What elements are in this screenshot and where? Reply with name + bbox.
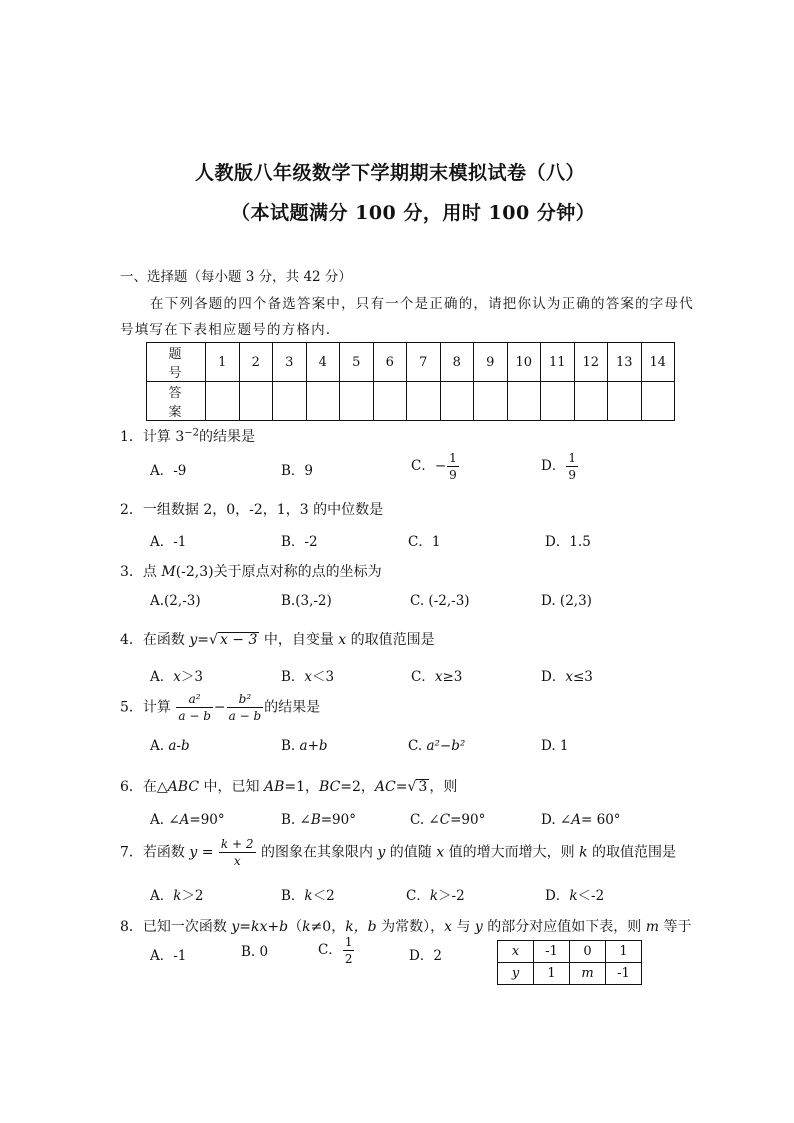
q6-option-b <box>281 812 356 828</box>
q6-v1: =1， <box>284 779 320 795</box>
option-var: k <box>429 888 439 904</box>
option-letter: B． <box>281 888 305 904</box>
value-table-cell: -1 <box>534 941 570 963</box>
option-letter: D． <box>541 669 566 685</box>
answer-cell[interactable] <box>239 382 273 421</box>
question-number-cell: 11 <box>541 343 575 382</box>
option-var: k <box>304 888 313 904</box>
q8-c-fraction <box>343 936 355 965</box>
q6-radicand: 3 <box>418 779 428 795</box>
q5-fraction-2 <box>227 693 264 722</box>
q8-formula: y=kx+b <box>231 919 289 935</box>
answer-table-answer-row <box>147 382 675 421</box>
q7-mid2: 的值随 <box>385 844 437 861</box>
q1-option-b: B．9 <box>281 463 314 479</box>
question-number-cell: 8 <box>440 343 474 382</box>
question-number-cell: 1 <box>206 343 240 382</box>
q5-suffix: 的结果是 <box>264 699 321 716</box>
question-number-cell: 3 <box>273 343 307 382</box>
q1-exponent: −2 <box>184 427 200 439</box>
q8-mid2: 为常数）， <box>376 919 445 935</box>
q6-mid: 中，已知 <box>199 779 264 795</box>
q7-prefix: 7．若函数 <box>120 844 190 861</box>
option-letter: D． <box>545 888 570 904</box>
q2-option-b: B．-2 <box>281 534 318 550</box>
fraction-numerator: 1 <box>344 935 353 949</box>
q5-option-b <box>281 738 328 754</box>
section-heading: 一、选择题（每小题 3 分，共 42 分） <box>120 269 352 285</box>
q6-bc: BC <box>319 779 341 795</box>
q7-var-k: k <box>579 844 588 861</box>
option-letter: A. ∠ <box>150 812 180 828</box>
q8-suffix: 等于 <box>659 919 692 935</box>
q1-option-c <box>411 452 460 481</box>
fraction-denominator: x <box>233 854 241 868</box>
q8-option-b: B. 0 <box>241 944 269 960</box>
q6-v3: = <box>395 779 408 795</box>
q4-equals: = <box>197 632 210 648</box>
q3-coord: (-2,3) <box>175 564 214 580</box>
q1-option-d <box>541 452 579 481</box>
option-letter: D. ∠ <box>541 812 572 828</box>
q6-prefix: 6．在△ <box>120 779 168 795</box>
q7-var-y2: y <box>377 844 386 861</box>
question-4: 4．在函数 y=√ x − 3 中，自变量 x 的取值范围是 <box>120 632 435 648</box>
q7-option-d <box>545 884 604 904</box>
question-number-cell: 10 <box>507 343 541 382</box>
option-var: x <box>304 669 313 685</box>
question-1 <box>120 426 255 446</box>
q1-d-prefix: D． <box>541 458 566 474</box>
q4-option-a <box>150 665 203 685</box>
q4-option-b <box>281 665 334 685</box>
value-table-cell: 1 <box>534 963 570 985</box>
question-3 <box>120 561 382 581</box>
fraction-denominator: 2 <box>344 952 353 966</box>
option-letter: C. ∠ <box>410 812 440 828</box>
question-7 <box>120 838 676 867</box>
value-table-cell: m <box>570 963 606 985</box>
q6-triangle: ABC <box>167 779 200 795</box>
q8-option-d: D．2 <box>409 948 442 964</box>
fraction-numerator: 1 <box>568 451 576 465</box>
answer-cell[interactable] <box>474 382 508 421</box>
option-expr: a²−b² <box>426 738 466 754</box>
option-letter: A. <box>150 738 169 754</box>
option-var: k <box>173 888 182 904</box>
question-number-cell: 4 <box>306 343 340 382</box>
q6-ab: AB <box>263 779 285 795</box>
q3-prefix: 3．点 <box>120 564 162 580</box>
question-8 <box>120 916 691 936</box>
option-expr: a-b <box>168 738 190 754</box>
q1-base: 3 <box>175 429 185 445</box>
q7-mid3: 值的增大而增大，则 <box>444 844 580 861</box>
page-title: 人教版八年级数学下学期期末模拟试卷（八） <box>195 162 586 184</box>
question-6: 6．在△ABC 中，已知 AB=1，BC=2，AC=√ 3 ，则 <box>120 779 458 795</box>
option-letter: A． <box>150 669 174 685</box>
q7-mid1: 的图象在其象限内 <box>256 844 378 861</box>
value-table-header-y: y <box>498 963 534 985</box>
q7-option-a <box>150 884 204 904</box>
q3-option-d: D. (2,3) <box>541 593 592 609</box>
q8-var-k: k <box>302 919 311 935</box>
q6-option-c <box>410 812 485 828</box>
q6-v2: =2， <box>340 779 375 795</box>
value-table-cell: 1 <box>606 941 642 963</box>
q3-suffix: 关于原点对称的点的坐标为 <box>213 564 382 580</box>
value-table-cell: 0 <box>570 941 606 963</box>
q8-mid1: ≠0， <box>310 919 346 935</box>
q8-prefix: 8．已知一次函数 <box>120 919 232 935</box>
answer-cell[interactable] <box>373 382 407 421</box>
q4-radicand: x − 3 <box>219 632 258 648</box>
option-rest: ＜3 <box>312 669 335 685</box>
q4-option-c <box>411 665 462 685</box>
question-number-cell: 13 <box>608 343 642 382</box>
question-number-cell: 6 <box>373 343 407 382</box>
q6-suffix: ，则 <box>429 779 458 795</box>
fraction-denominator: a − b <box>178 709 211 723</box>
question-5 <box>120 693 320 722</box>
question-number-cell: 5 <box>340 343 374 382</box>
answer-cell[interactable] <box>340 382 374 421</box>
value-table-cell: -1 <box>606 963 642 985</box>
q7-option-c <box>406 884 465 904</box>
q2-option-d: D．1.5 <box>545 534 591 550</box>
option-rest: ＜-2 <box>577 888 605 904</box>
instruction-line-1: 在下列各题的四个备选答案中，只有一个是正确的，请把你认为正确的答案的字母代 <box>150 296 694 312</box>
answer-cell[interactable] <box>306 382 340 421</box>
answer-cell[interactable] <box>440 382 474 421</box>
q5-option-c <box>408 738 465 754</box>
option-rest: ＞-2 <box>438 888 465 904</box>
q4-option-d <box>541 665 593 685</box>
q5-minus: − <box>213 699 226 716</box>
answer-cell[interactable] <box>574 382 608 421</box>
q4-mid: 中，自变量 <box>259 632 339 648</box>
option-rest: =90° <box>450 812 486 828</box>
q1-prefix: 1．计算 <box>120 429 176 445</box>
option-rest: =90° <box>320 812 356 828</box>
q8-var-y: y <box>474 919 483 935</box>
q1-c-prefix: C．− <box>411 458 447 474</box>
q2-option-a: A．-1 <box>150 534 187 550</box>
option-letter: C． <box>406 888 430 904</box>
question-number-cell: 14 <box>641 343 675 382</box>
q3-point-m: M <box>161 564 176 580</box>
q6-option-a <box>150 812 225 828</box>
value-table-row-y <box>498 963 642 985</box>
option-rest: ＞3 <box>180 669 203 685</box>
answer-cell[interactable] <box>273 382 307 421</box>
option-var: x <box>434 669 443 685</box>
q8-var-m: m <box>645 919 660 935</box>
option-rest: = 60° <box>581 812 621 828</box>
q3-option-a: A.(2,-3) <box>150 593 201 609</box>
option-rest: ≥3 <box>442 669 463 685</box>
q8-var-x: x <box>444 919 453 935</box>
q7-option-b <box>281 884 335 904</box>
q8-mid3: 与 <box>452 919 475 935</box>
option-rest: =90° <box>189 812 225 828</box>
q4-var-y: y <box>189 632 198 648</box>
option-letter: B． <box>281 669 305 685</box>
q3-option-c: C. (-2,-3) <box>410 593 470 609</box>
q6-option-d <box>541 812 621 828</box>
answer-table <box>146 342 675 421</box>
answer-cell[interactable] <box>608 382 642 421</box>
value-table <box>497 940 642 985</box>
q5-option-a <box>150 738 190 754</box>
fraction-denominator: a − b <box>228 709 262 723</box>
option-var: x <box>565 669 573 685</box>
row-label-answer: 答 案 <box>147 382 206 421</box>
answer-cell[interactable] <box>507 382 541 421</box>
option-letter: A． <box>150 888 174 904</box>
instruction-line-2: 号填写在下表相应题号的方格内. <box>120 322 332 338</box>
q4-prefix: 4．在函数 <box>120 632 190 648</box>
option-letter: B. ∠ <box>281 812 311 828</box>
q7-var-x: x <box>436 844 445 861</box>
fraction-numerator: a² <box>176 693 213 708</box>
fraction-numerator: 1 <box>449 451 457 465</box>
value-table-row-x <box>498 941 642 963</box>
q8-paren: （ <box>288 919 303 935</box>
option-var: A <box>179 812 190 828</box>
answer-cell[interactable] <box>206 382 240 421</box>
option-var: k <box>569 888 578 904</box>
fraction-numerator: k + 2 <box>220 837 254 851</box>
row-label-question-number: 题 号 <box>147 343 206 382</box>
q7-fraction <box>219 838 256 867</box>
q8-mid4: 的部分对应值如下表，则 <box>482 919 646 935</box>
answer-cell[interactable] <box>541 382 575 421</box>
q1-option-a: A．-9 <box>150 463 187 479</box>
q3-option-b: B.(3,-2) <box>281 593 332 609</box>
page-subtitle: （本试题满分 100 分，用时 100 分钟） <box>231 202 596 224</box>
value-table-header-x: x <box>498 941 534 963</box>
q7-equals: = <box>197 844 218 861</box>
q5-option-d: D. 1 <box>541 738 569 754</box>
option-rest: ＜2 <box>312 888 335 904</box>
q1-d-fraction <box>566 452 578 481</box>
q8-option-c <box>318 936 355 965</box>
q2-option-c: C．1 <box>408 534 441 550</box>
fraction-denominator: 9 <box>449 468 457 482</box>
q1-c-fraction <box>447 452 459 481</box>
q4-var-x: x <box>338 632 347 648</box>
option-var: B <box>310 812 321 828</box>
q8-vars-kb: k，b <box>345 919 377 935</box>
q7-var-y: y <box>189 844 198 861</box>
q4-suffix: 的取值范围是 <box>346 632 435 648</box>
option-letter: C． <box>411 669 435 685</box>
q6-ac: AC <box>374 779 396 795</box>
question-number-cell: 7 <box>407 343 441 382</box>
q1-suffix: 的结果是 <box>199 429 256 445</box>
q5-fraction-1 <box>176 693 213 722</box>
answer-table-number-row <box>147 343 675 382</box>
option-expr: a+b <box>299 738 328 754</box>
option-letter: C. <box>408 738 427 754</box>
fraction-denominator: 9 <box>568 468 576 482</box>
question-2: 2．一组数据 2，0，-2，1，3 的中位数是 <box>120 502 384 518</box>
option-letter: B. <box>281 738 300 754</box>
option-rest: ≤3 <box>572 669 593 685</box>
question-number-cell: 12 <box>574 343 608 382</box>
fraction-numerator: b² <box>227 693 264 708</box>
answer-cell[interactable] <box>407 382 441 421</box>
q8-c-prefix: C． <box>318 942 342 958</box>
option-var: x <box>173 669 181 685</box>
answer-cell[interactable] <box>641 382 675 421</box>
question-number-cell: 9 <box>474 343 508 382</box>
option-var: A <box>571 812 581 828</box>
question-number-cell: 2 <box>239 343 273 382</box>
q7-suffix: 的取值范围是 <box>587 844 676 861</box>
option-var: C <box>439 812 451 828</box>
q8-option-a: A．-1 <box>150 948 187 964</box>
q5-prefix: 5．计算 <box>120 699 176 716</box>
option-rest: ＞2 <box>181 888 204 904</box>
